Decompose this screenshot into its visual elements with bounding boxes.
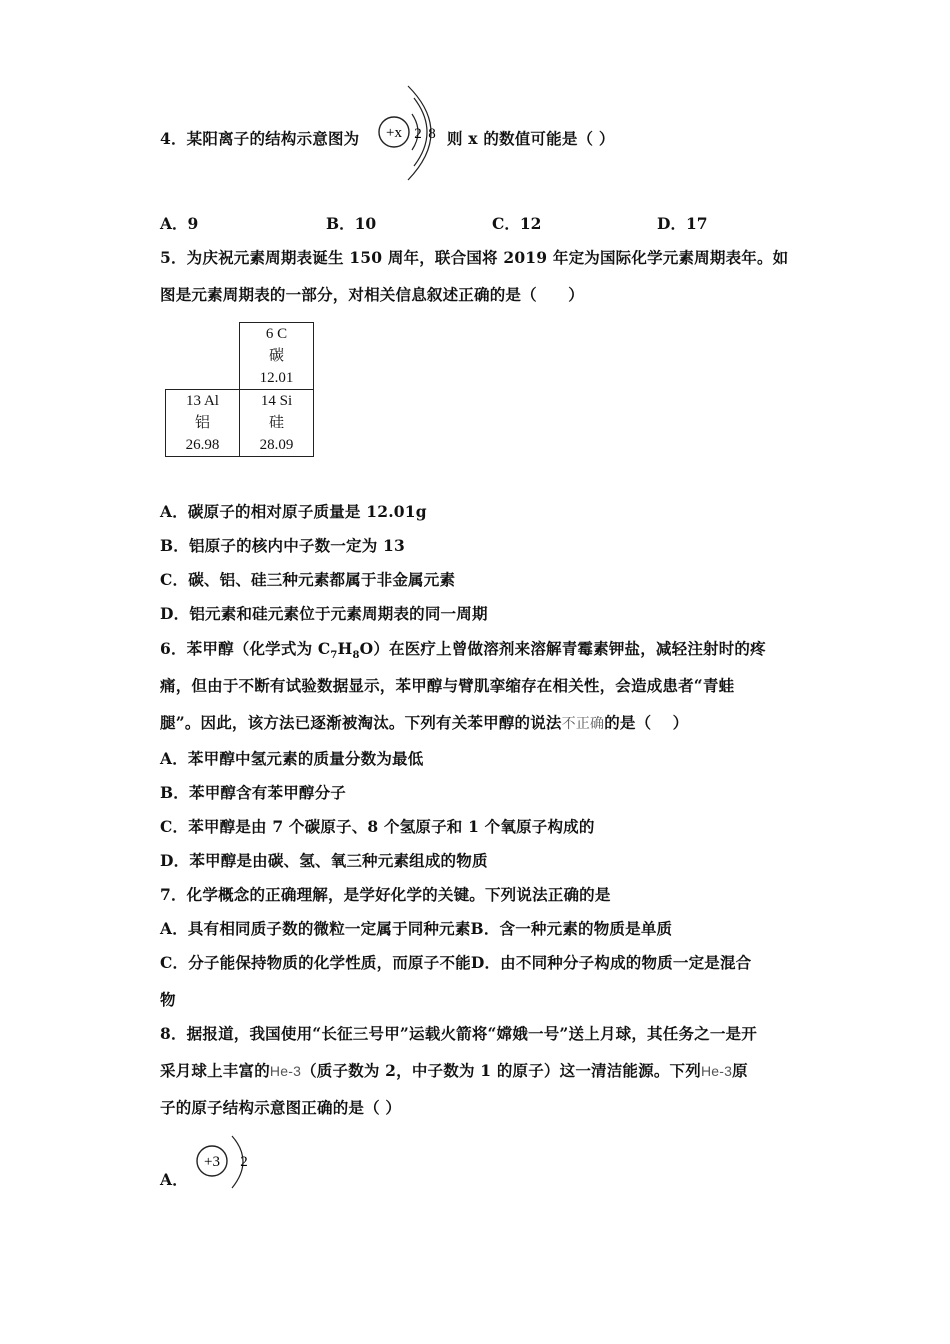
q6-stem-line1 [160,637,766,661]
q4-option-a: A．9 [160,214,199,233]
q8-stem-line1: 8．据报道，我国使用“长征三号甲”运载火箭将“嫦娥一号”送上月球，其任务之一是开 [160,1024,757,1043]
element-cell-silicon [240,390,314,457]
element-cell-carbon [240,323,314,390]
q8-option-a-shell-label: 2 [240,1154,248,1170]
q6-sub-7: 7 [330,650,338,662]
q6-line1-pre: 6．苯甲醇（化学式为 C [160,639,331,658]
q8-option-a-label: A． [160,1170,188,1189]
q5-stem-line1: 5．为庆祝元素周期表诞生 150 周年，联合国将 2019 年定为国际化学元素周期表年。如 [160,248,789,267]
q4-nucleus-label: +x [386,125,402,141]
q4-shell2-label: 8 [428,126,436,142]
q6-line1-post: O）在医疗上曾做溶剂来溶解青霉素钾盐，减轻注射时的疼 [359,639,766,658]
element-cell-silicon-name: 硅 [268,415,284,431]
q8-he3-b: He-3 [700,1063,733,1079]
element-cell-aluminum-mass: 26.98 [185,437,220,453]
q5-option-d: D．铝元素和硅元素位于元素周期表的同一周期 [160,604,488,623]
q4-atom-diagram [374,84,444,184]
element-cell-aluminum [166,390,240,457]
q6-stem-line2: 痛，但由于不断有试验数据显示，苯甲醇与臂肌挛缩存在相关性，会造成患者“青蛙 [160,676,735,695]
q6-line3-post: 的是（ ） [604,713,689,732]
q8-option-a-atom-diagram [192,1132,262,1194]
element-cell-carbon-name: 碳 [268,348,284,364]
q8-line2-pre: 采月球上丰富的 [160,1061,270,1080]
element-cell-silicon-mass: 28.09 [259,437,294,453]
q4-option-b: B．10 [326,214,377,233]
q5-stem-line2: 图是元素周期表的一部分，对相关信息叙述正确的是（ ） [160,285,584,304]
q4-option-c: C．12 [492,214,542,233]
q7-options-row1: A．具有相同质子数的微粒一定属于同种元素B．含一种元素的物质是单质 [160,919,673,938]
q4-option-d: D．17 [657,214,708,233]
q6-option-b: B．苯甲醇含有苯甲醇分子 [160,783,347,802]
q8-option-a-nucleus-label: +3 [204,1154,220,1170]
element-cell-aluminum-name: 铝 [194,415,210,431]
q8-stem-line3: 子的原子结构示意图正确的是（ ） [160,1098,402,1117]
q6-sub-8: 8 [352,650,360,662]
q5-option-b: B．铝原子的核内中子数一定为 13 [160,536,405,555]
q6-stem-line3 [160,711,688,733]
q4-shell1-label: 2 [414,126,422,142]
q8-line2-post: 原 [732,1061,748,1080]
q6-h: H [337,639,353,658]
periodic-table-empty-cell [166,323,240,390]
element-cell-silicon-head: 14 Si [260,393,293,409]
q8-he3-a: He-3 [269,1063,302,1079]
q7-stem: 7．化学概念的正确理解，是学好化学的关键。下列说法正确的是 [160,885,611,904]
q6-option-c: C．苯甲醇是由 7 个碳原子、8 个氢原子和 1 个氧原子构成的 [160,817,595,836]
q8-line2-mid: （质子数为 2，中子数为 1 的原子）这一清洁能源。下列 [301,1061,701,1080]
q4-stem-suffix: 则 x 的数值可能是（ ） [447,129,615,148]
q7-options-row3: 物 [160,990,176,1009]
q5-option-a: A．碳原子的相对原子质量是 12.01g [160,502,427,521]
q6-option-d: D．苯甲醇是由碳、氢、氧三种元素组成的物质 [160,851,488,870]
q7-options-row2: C．分子能保持物质的化学性质，而原子不能D．由不同种分子构成的物质一定是混合 [160,953,752,972]
element-cell-aluminum-head: 13 Al [186,393,219,409]
q5-option-c: C．碳、铝、硅三种元素都属于非金属元素 [160,570,456,589]
periodic-table-excerpt [165,322,314,457]
q6-option-a: A．苯甲醇中氢元素的质量分数为最低 [160,749,424,768]
element-cell-carbon-mass: 12.01 [259,370,294,386]
q8-stem-line2 [160,1059,748,1081]
q6-not-correct: 不正确 [561,715,605,731]
q6-line3-pre: 腿”。因此，该方法已逐渐被淘汰。下列有关苯甲醇的说法 [160,713,562,732]
q4-stem-prefix: 4．某阳离子的结构示意图为 [160,129,360,148]
element-cell-carbon-head: 6 C [265,326,288,342]
